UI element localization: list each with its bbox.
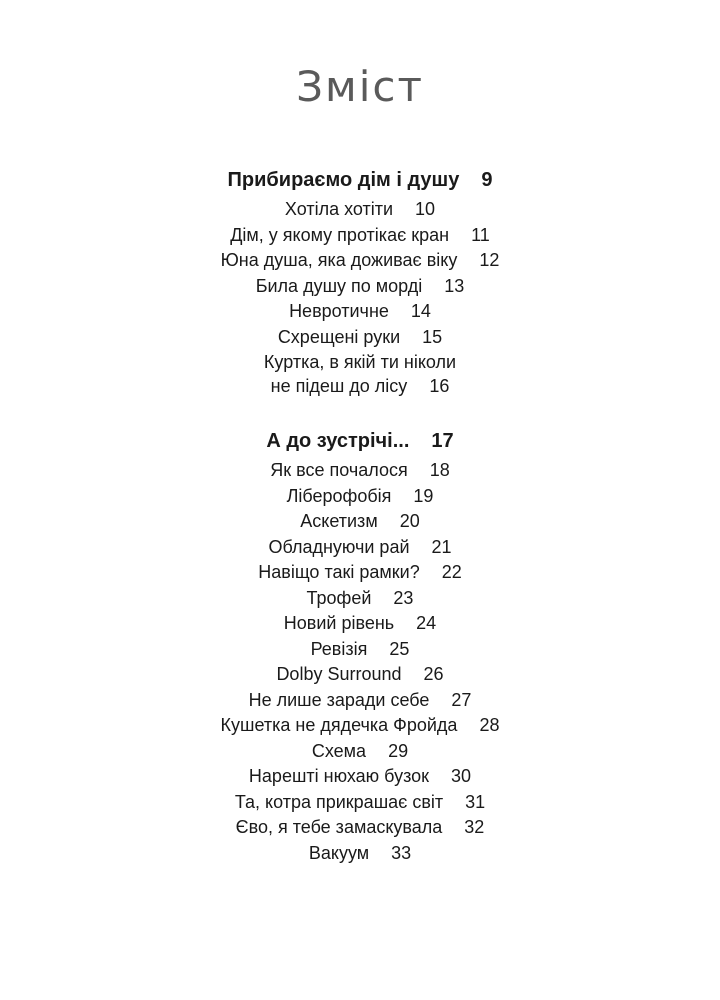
toc-entry[interactable]: [0, 764, 720, 790]
toc-entry-page: 27: [451, 689, 472, 710]
toc-entry-title: Дім, у якому протікає кран: [230, 224, 450, 245]
toc-entry-title: Аскетизм: [300, 511, 378, 531]
toc-entry-title: Новий рівень: [283, 613, 395, 633]
toc-entry-page: 32: [464, 817, 485, 837]
toc-entry[interactable]: [0, 637, 720, 663]
toc-entry-page: 12: [479, 250, 500, 270]
toc-entry[interactable]: [0, 509, 720, 535]
toc-entry-title: Не лише заради себе: [248, 689, 430, 710]
toc-entry-page: 30: [451, 766, 472, 786]
toc-entry-list: [0, 458, 720, 866]
toc-entry[interactable]: [0, 560, 720, 586]
toc-entry-title: Єво, я тебе замаскувала: [235, 817, 443, 837]
toc-entry-title: Та, котра прикрашає світ: [234, 791, 444, 812]
toc-entry-page: 24: [416, 613, 437, 633]
section-heading-page: 17: [431, 430, 454, 452]
section-heading[interactable]: [0, 167, 720, 193]
toc-entry-title: Як все почалося: [270, 460, 408, 480]
toc-entry-title: Схема: [311, 740, 367, 761]
toc-entry-title: Невротичне: [289, 301, 389, 321]
toc-entry-page: 31: [465, 791, 486, 812]
toc-entry-page: 28: [479, 715, 500, 735]
toc-entry[interactable]: [0, 274, 720, 300]
toc-entry[interactable]: [0, 299, 720, 325]
toc-entry[interactable]: [0, 586, 720, 612]
toc-entry-title: Ревізія: [310, 638, 368, 659]
toc-entry-title: Вакуум: [308, 842, 370, 863]
toc-entry-title: Ліберофобія: [286, 485, 392, 506]
toc-entry-page: 26: [423, 664, 444, 684]
toc-entry-title-line-2: не підеш до лісу: [270, 376, 408, 396]
toc-entry-title: Кушетка не дядечка Фройда: [220, 715, 458, 735]
toc-entry-title-line-1: Куртка, в якій ти ніколи: [263, 352, 457, 372]
toc-entry-page: 13: [444, 275, 465, 296]
toc-entry[interactable]: [0, 458, 720, 484]
toc-entry[interactable]: [0, 611, 720, 637]
toc-entry-page: 16: [429, 376, 450, 396]
toc-entry-page: 11: [471, 224, 490, 245]
toc-entry[interactable]: [0, 790, 720, 816]
toc-entry-page: 21: [431, 536, 452, 557]
toc-entry-page: 15: [422, 326, 443, 347]
section-heading-title: Прибираємо дім і душу: [227, 169, 460, 191]
toc-entry-page: 23: [393, 587, 414, 608]
toc-section-2: [0, 428, 720, 866]
toc-entry-list: [0, 197, 720, 398]
section-heading[interactable]: [0, 428, 720, 454]
toc-entry-page: 10: [415, 199, 436, 219]
toc-entry-title: Схрещені руки: [277, 326, 401, 347]
section-heading-title: А до зустрічі...: [266, 430, 410, 452]
toc-entry-title: Dolby Surround: [276, 664, 402, 684]
toc-entry-page: 25: [389, 638, 410, 659]
toc-entry[interactable]: [0, 484, 720, 510]
toc-entry[interactable]: [0, 815, 720, 841]
toc-entry[interactable]: [0, 535, 720, 561]
toc-entry[interactable]: [0, 223, 720, 249]
toc-entry-title: Обладнуючи рай: [268, 536, 410, 557]
toc-entry-title: Трофей: [306, 587, 372, 608]
toc-entry[interactable]: [0, 248, 720, 274]
toc-entry[interactable]: [0, 197, 720, 223]
toc-section-1: [0, 167, 720, 398]
toc-entry[interactable]: [0, 350, 720, 398]
toc-entry[interactable]: [0, 325, 720, 351]
toc-entry[interactable]: [0, 662, 720, 688]
toc-entry-title: Юна душа, яка доживає віку: [220, 250, 458, 270]
toc-entry-title: Била душу по морді: [255, 275, 423, 296]
toc-entry[interactable]: [0, 739, 720, 765]
toc-entry-page: 22: [441, 562, 462, 582]
toc-entry-page: 20: [399, 511, 420, 531]
toc-entry-page: 33: [391, 842, 412, 863]
toc-entry-page: 29: [388, 740, 409, 761]
toc-entry-page: 18: [429, 460, 450, 480]
toc-entry[interactable]: [0, 688, 720, 714]
section-heading-page: 9: [481, 169, 493, 191]
page-title: Зміст: [296, 62, 424, 111]
toc-entry[interactable]: [0, 841, 720, 867]
toc-entry[interactable]: [0, 713, 720, 739]
toc-entry-title: Хотіла хотіти: [284, 199, 394, 219]
toc-entry-page: 19: [413, 485, 434, 506]
toc-entry-title: Нарешті нюхаю бузок: [248, 766, 430, 786]
toc-entry-page: 14: [410, 301, 431, 321]
toc-entry-title: Навіщо такі рамки?: [258, 562, 420, 582]
